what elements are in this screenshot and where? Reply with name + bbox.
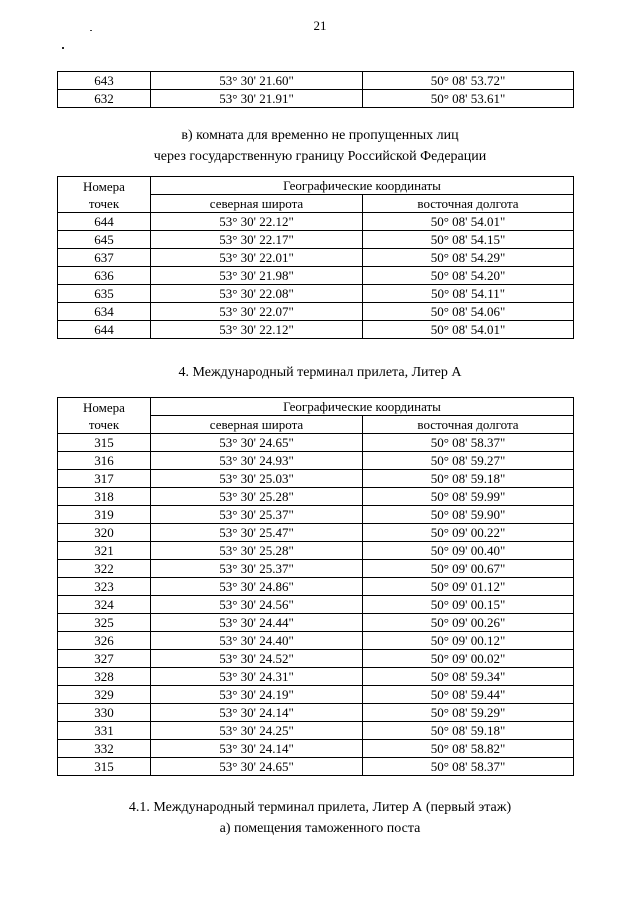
cell-longitude: 50° 09' 00.12" [363, 632, 574, 650]
cell-latitude: 53° 30' 24.31" [151, 668, 363, 686]
coordinates-table-section-v [57, 176, 574, 339]
cell-point-number: 324 [58, 596, 151, 614]
cell-point-number: 322 [58, 560, 151, 578]
cell-point-number: 645 [58, 231, 151, 249]
table-row [58, 90, 574, 108]
cell-point-number: 315 [58, 758, 151, 776]
cell-latitude: 53° 30' 22.01" [151, 249, 363, 267]
cell-latitude: 53° 30' 25.37" [151, 506, 363, 524]
cell-point-number: 634 [58, 303, 151, 321]
cell-latitude: 53° 30' 24.52" [151, 650, 363, 668]
section-v-caption [0, 125, 640, 167]
cell-point-number: 632 [58, 90, 151, 108]
cell-longitude: 50° 08' 54.01" [363, 321, 574, 339]
table-row [58, 632, 574, 650]
table-row [58, 560, 574, 578]
cell-latitude: 53° 30' 24.14" [151, 740, 363, 758]
cell-latitude: 53° 30' 24.56" [151, 596, 363, 614]
cell-longitude: 50° 09' 00.40" [363, 542, 574, 560]
table-row [58, 434, 574, 452]
cell-longitude: 50° 08' 58.82" [363, 740, 574, 758]
cell-point-number: 636 [58, 267, 151, 285]
header-points-line1: Номера [83, 178, 125, 194]
section-v-caption-line2: через государственную границу Российской Федерации [153, 149, 487, 164]
table-row [58, 614, 574, 632]
cell-latitude: 53° 30' 24.65" [151, 758, 363, 776]
page-number: 21 [313, 18, 327, 33]
cell-longitude: 50° 08' 54.20" [363, 267, 574, 285]
table-row [58, 249, 574, 267]
table-row [58, 704, 574, 722]
table-row [58, 488, 574, 506]
cell-latitude: 53° 30' 22.07" [151, 303, 363, 321]
cell-longitude: 50° 09' 00.02" [363, 650, 574, 668]
cell-latitude: 53° 30' 24.25" [151, 722, 363, 740]
header-geo-coordinates: Географические координаты [151, 177, 574, 195]
section-4-1-caption-line2: а) помещения таможенного поста [219, 821, 421, 836]
table-row [58, 303, 574, 321]
table-row [58, 524, 574, 542]
cell-longitude: 50° 08' 53.72" [363, 72, 574, 90]
cell-longitude: 50° 08' 54.11" [363, 285, 574, 303]
header-points [58, 398, 151, 434]
cell-point-number: 320 [58, 524, 151, 542]
cell-longitude: 50° 08' 54.15" [363, 231, 574, 249]
cell-point-number: 323 [58, 578, 151, 596]
cell-latitude: 53° 30' 22.08" [151, 285, 363, 303]
cell-longitude: 50° 08' 54.29" [363, 249, 574, 267]
cell-latitude: 53° 30' 22.17" [151, 231, 363, 249]
coordinates-table-continuation [57, 71, 574, 108]
header-points-line2: точек [88, 416, 120, 432]
cell-longitude: 50° 09' 00.67" [363, 560, 574, 578]
section-4-1-caption-line1: 4.1. Международный терминал прилета, Литер А (первый этаж) [128, 800, 512, 815]
table-row [58, 452, 574, 470]
cell-point-number: 317 [58, 470, 151, 488]
header-points-line1: Номера [83, 399, 125, 415]
cell-longitude: 50° 08' 59.18" [363, 722, 574, 740]
cell-longitude: 50° 08' 59.90" [363, 506, 574, 524]
cell-point-number: 635 [58, 285, 151, 303]
cell-point-number: 316 [58, 452, 151, 470]
section-4-caption: 4. Международный терминал прилета, Литер А [178, 365, 462, 380]
cell-latitude: 53° 30' 25.28" [151, 488, 363, 506]
cell-point-number: 326 [58, 632, 151, 650]
cell-longitude: 50° 09' 01.12" [363, 578, 574, 596]
header-latitude: северная широта [151, 195, 363, 213]
table-row [58, 668, 574, 686]
cell-latitude: 53° 30' 25.37" [151, 560, 363, 578]
cell-latitude: 53° 30' 24.44" [151, 614, 363, 632]
cell-point-number: 315 [58, 434, 151, 452]
cell-latitude: 53° 30' 24.40" [151, 632, 363, 650]
cell-latitude: 53° 30' 24.14" [151, 704, 363, 722]
table-row [58, 231, 574, 249]
table-row [58, 72, 574, 90]
cell-point-number: 329 [58, 686, 151, 704]
cell-point-number: 332 [58, 740, 151, 758]
cell-point-number: 331 [58, 722, 151, 740]
cell-point-number: 321 [58, 542, 151, 560]
coordinates-table-section-4 [57, 397, 574, 776]
cell-latitude: 53° 30' 22.12" [151, 321, 363, 339]
cell-latitude: 53° 30' 24.86" [151, 578, 363, 596]
cell-longitude: 50° 08' 54.01" [363, 213, 574, 231]
cell-point-number: 327 [58, 650, 151, 668]
cell-point-number: 318 [58, 488, 151, 506]
table-row [58, 321, 574, 339]
cell-longitude: 50° 08' 54.06" [363, 303, 574, 321]
cell-latitude: 53° 30' 22.12" [151, 213, 363, 231]
cell-longitude: 50° 09' 00.15" [363, 596, 574, 614]
cell-longitude: 50° 08' 59.99" [363, 488, 574, 506]
cell-longitude: 50° 08' 58.37" [363, 434, 574, 452]
cell-point-number: 330 [58, 704, 151, 722]
table-row [58, 578, 574, 596]
table-row [58, 740, 574, 758]
header-points-line2: точек [88, 195, 120, 211]
table-row [58, 285, 574, 303]
header-geo-coordinates: Географические координаты [151, 398, 574, 416]
table-row [58, 213, 574, 231]
table-row [58, 542, 574, 560]
cell-latitude: 53° 30' 25.28" [151, 542, 363, 560]
table-row [58, 650, 574, 668]
cell-longitude: 50° 09' 00.26" [363, 614, 574, 632]
cell-latitude: 53° 30' 21.98" [151, 267, 363, 285]
section-4-1-caption [0, 797, 640, 839]
cell-point-number: 643 [58, 72, 151, 90]
cell-latitude: 53° 30' 25.03" [151, 470, 363, 488]
table-row [58, 686, 574, 704]
header-longitude: восточная долгота [363, 416, 574, 434]
cell-longitude: 50° 08' 59.34" [363, 668, 574, 686]
cell-latitude: 53° 30' 24.93" [151, 452, 363, 470]
cell-longitude: 50° 08' 59.27" [363, 452, 574, 470]
cell-longitude: 50° 08' 58.37" [363, 758, 574, 776]
cell-longitude: 50° 08' 59.29" [363, 704, 574, 722]
cell-point-number: 319 [58, 506, 151, 524]
header-longitude: восточная долгота [363, 195, 574, 213]
cell-point-number: 325 [58, 614, 151, 632]
cell-point-number: 644 [58, 213, 151, 231]
cell-longitude: 50° 08' 53.61" [363, 90, 574, 108]
cell-latitude: 53° 30' 24.65" [151, 434, 363, 452]
cell-point-number: 328 [58, 668, 151, 686]
table-row [58, 722, 574, 740]
cell-latitude: 53° 30' 21.60" [151, 72, 363, 90]
section-v-caption-line1: в) комната для временно не пропущенных лиц [181, 128, 459, 143]
table-row [58, 758, 574, 776]
cell-longitude: 50° 09' 00.22" [363, 524, 574, 542]
table-row [58, 267, 574, 285]
cell-point-number: 644 [58, 321, 151, 339]
table-row [58, 596, 574, 614]
header-latitude: северная широта [151, 416, 363, 434]
cell-longitude: 50° 08' 59.18" [363, 470, 574, 488]
cell-longitude: 50° 08' 59.44" [363, 686, 574, 704]
cell-latitude: 53° 30' 24.19" [151, 686, 363, 704]
table-row [58, 470, 574, 488]
cell-point-number: 637 [58, 249, 151, 267]
cell-latitude: 53° 30' 21.91" [151, 90, 363, 108]
header-points [58, 177, 151, 213]
table-row [58, 506, 574, 524]
cell-latitude: 53° 30' 25.47" [151, 524, 363, 542]
scan-speck [62, 47, 64, 49]
